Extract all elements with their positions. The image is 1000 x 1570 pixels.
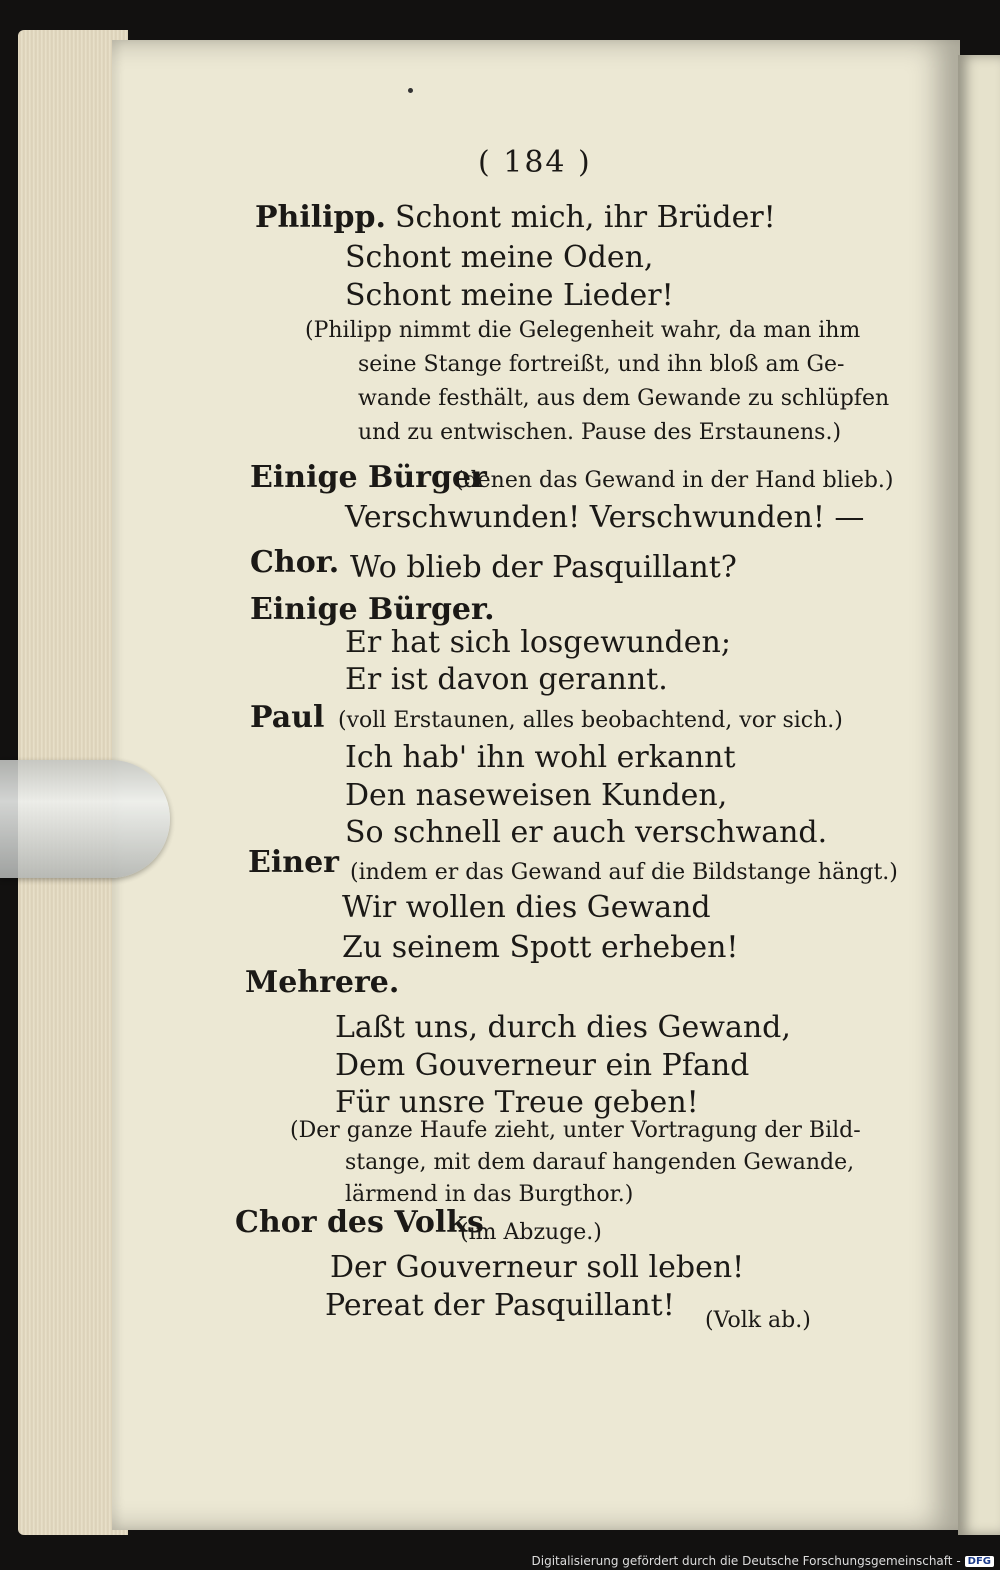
speaker-mehrere: Mehrere.	[245, 965, 400, 1000]
stage-direction: (im Abzuge.)	[460, 1220, 602, 1245]
speaker-einige-buerger: Einige Bürger	[250, 460, 487, 495]
stage-direction: wande festhält, aus dem Gewande zu schlüpfen	[358, 386, 890, 411]
stage-direction: (Volk ab.)	[705, 1308, 811, 1333]
speaker-chor-des-volks: Chor des Volks	[235, 1205, 484, 1240]
verse-line: Er hat sich losgewunden;	[345, 625, 731, 660]
speaker-chor: Chor.	[250, 545, 340, 580]
stage-direction: (denen das Gewand in der Hand blieb.)	[455, 468, 894, 493]
verse-line: Pereat der Pasquillant!	[325, 1288, 675, 1323]
verse-line: Verschwunden! Verschwunden! —	[345, 500, 865, 535]
stage-direction: seine Stange fortreißt, und ihn bloß am Ge-	[358, 352, 845, 377]
stage-direction: (Philipp nimmt die Gelegenheit wahr, da man ihm	[305, 318, 861, 343]
ink-speck	[408, 88, 413, 93]
verse-line: Schont meine Oden,	[345, 240, 654, 275]
verse-line: Ich hab' ihn wohl erkannt	[345, 740, 736, 775]
footer-text: Digitalisierung gefördert durch die Deutsche Forschungsgemeinschaft -	[531, 1554, 961, 1568]
page-number: ( 184 )	[478, 145, 592, 180]
stage-direction: lärmend in das Burgthor.)	[345, 1182, 634, 1207]
verse-line: Wo blieb der Pasquillant?	[350, 550, 737, 585]
verse-line: Zu seinem Spott erheben!	[342, 930, 739, 965]
stage-direction: (voll Erstaunen, alles beobachtend, vor sich.)	[338, 708, 843, 733]
speaker-paul: Paul	[250, 700, 325, 735]
verse-line: Laßt uns, durch dies Gewand,	[335, 1010, 791, 1045]
stage-direction: (Der ganze Haufe zieht, unter Vortragung der Bild-	[290, 1118, 861, 1143]
page-clip	[0, 760, 170, 878]
verse-line: Er ist davon gerannt.	[345, 662, 668, 697]
facing-page-edge	[958, 55, 1000, 1535]
stage-direction: (indem er das Gewand auf die Bildstange hängt.)	[350, 860, 898, 885]
speaker-einige-buerger: Einige Bürger.	[250, 592, 495, 627]
dfg-logo: DFG	[965, 1556, 994, 1567]
verse-line: So schnell er auch verschwand.	[345, 815, 828, 850]
stage-direction: stange, mit dem darauf hangenden Gewande,	[345, 1150, 855, 1175]
verse-line: Dem Gouverneur ein Pfand	[335, 1048, 750, 1083]
verse-line: Schont meine Lieder!	[345, 278, 674, 313]
speaker-einer: Einer	[248, 845, 339, 880]
verse-line: Wir wollen dies Gewand	[342, 890, 711, 925]
verse-line: Der Gouverneur soll leben!	[330, 1250, 745, 1285]
stage-direction: und zu entwischen. Pause des Erstaunens.)	[358, 420, 842, 445]
digitization-footer	[532, 1554, 995, 1568]
verse-line: Den naseweisen Kunden,	[345, 778, 728, 813]
verse-line: Schont mich, ihr Brüder!	[395, 200, 776, 235]
speaker-philipp: Philipp.	[255, 200, 386, 235]
verse-line: Für unsre Treue geben!	[335, 1085, 699, 1120]
